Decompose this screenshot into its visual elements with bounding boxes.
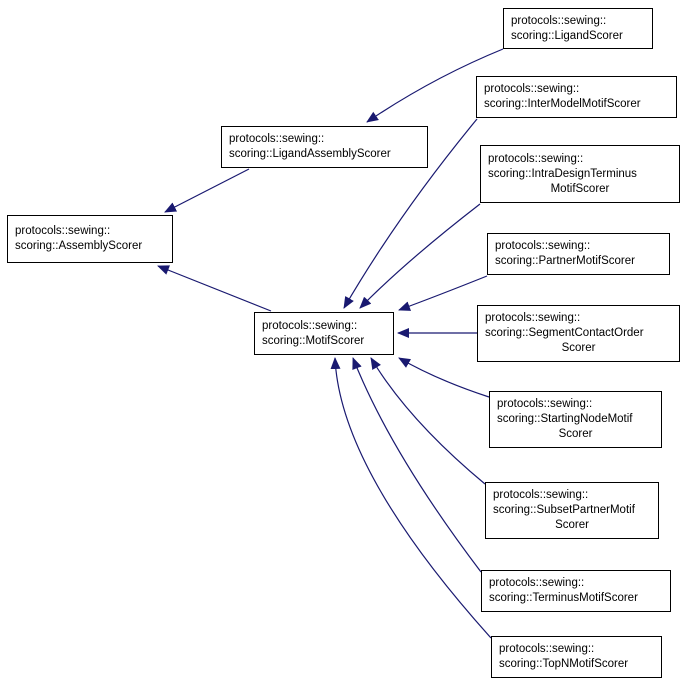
edge-motifscorer-to-assemblyscorer (158, 266, 271, 311)
node-label-line: MotifScorer (550, 182, 610, 195)
node-label-line: protocols::sewing:: (485, 312, 581, 324)
edge-subsetpartnermotifscorer-to-motifscorer (371, 358, 485, 484)
node-label-line: protocols::sewing:: (497, 398, 593, 410)
node-subset-partner-motif-scorer[interactable] (485, 482, 659, 539)
node-label-line: protocols::sewing:: (495, 240, 591, 252)
node-label-line: scoring::TerminusMotifScorer (489, 592, 638, 604)
node-label-line: scoring::StartingNodeMotif (497, 413, 633, 425)
node-label-line: scoring::IntraDesignTerminus (488, 167, 637, 180)
edge-partnermotifscorer-to-motifscorer (399, 276, 487, 310)
node-label-line: scoring::SubsetPartnerMotif (493, 504, 635, 516)
node-motif-scorer[interactable] (254, 312, 394, 355)
node-top-n-motif-scorer[interactable] (491, 636, 662, 678)
edge-topnmotifscorer-to-motifscorer (335, 358, 491, 638)
node-partner-motif-scorer[interactable] (487, 233, 670, 275)
node-label-line: protocols::sewing:: (511, 14, 607, 27)
node-label-line: scoring::AssemblyScorer (15, 240, 143, 252)
node-label-line: protocols::sewing:: (489, 577, 585, 589)
node-label-line: Scorer (561, 342, 596, 354)
node-assembly-scorer[interactable] (7, 215, 173, 263)
node-label-line: protocols::sewing:: (493, 489, 589, 501)
node-label-line: scoring::TopNMotifScorer (499, 658, 629, 670)
node-label-line: protocols::sewing:: (15, 225, 111, 237)
node-label-line: scoring::MotifScorer (262, 334, 365, 347)
node-ligand-scorer[interactable] (503, 8, 653, 49)
node-label-line: scoring::PartnerMotifScorer (495, 255, 635, 267)
node-label-line: protocols::sewing:: (262, 319, 358, 332)
node-label-line: protocols::sewing:: (488, 152, 584, 165)
node-ligand-assembly-scorer[interactable] (221, 126, 428, 168)
node-label-line: scoring::SegmentContactOrder (485, 327, 644, 339)
edge-intradesignterminusmotifscorer-to-motifscorer (360, 204, 480, 308)
node-starting-node-motif-scorer[interactable] (489, 391, 662, 448)
node-label-line: protocols::sewing:: (499, 643, 595, 655)
edge-startingnodemotifscorer-to-motifscorer (399, 358, 489, 397)
node-label-line: scoring::LigandScorer (511, 29, 623, 42)
node-segment-contact-order-scorer[interactable] (477, 305, 680, 362)
node-label-line: protocols::sewing:: (229, 133, 325, 145)
edge-ligandassemblyscorer-to-assemblyscorer (165, 169, 249, 212)
node-label-line: Scorer (558, 428, 593, 440)
node-label-line: scoring::InterModelMotifScorer (484, 98, 641, 110)
node-label-line: Scorer (555, 519, 589, 531)
edge-terminusmotifscorer-to-motifscorer (353, 358, 481, 572)
node-terminus-motif-scorer[interactable] (481, 570, 671, 612)
node-intra-design-terminus-motif-scorer[interactable] (480, 145, 680, 203)
node-inter-model-motif-scorer[interactable] (476, 76, 677, 118)
node-label-line: protocols::sewing:: (484, 83, 580, 95)
node-label-line: scoring::LigandAssemblyScorer (229, 148, 391, 160)
